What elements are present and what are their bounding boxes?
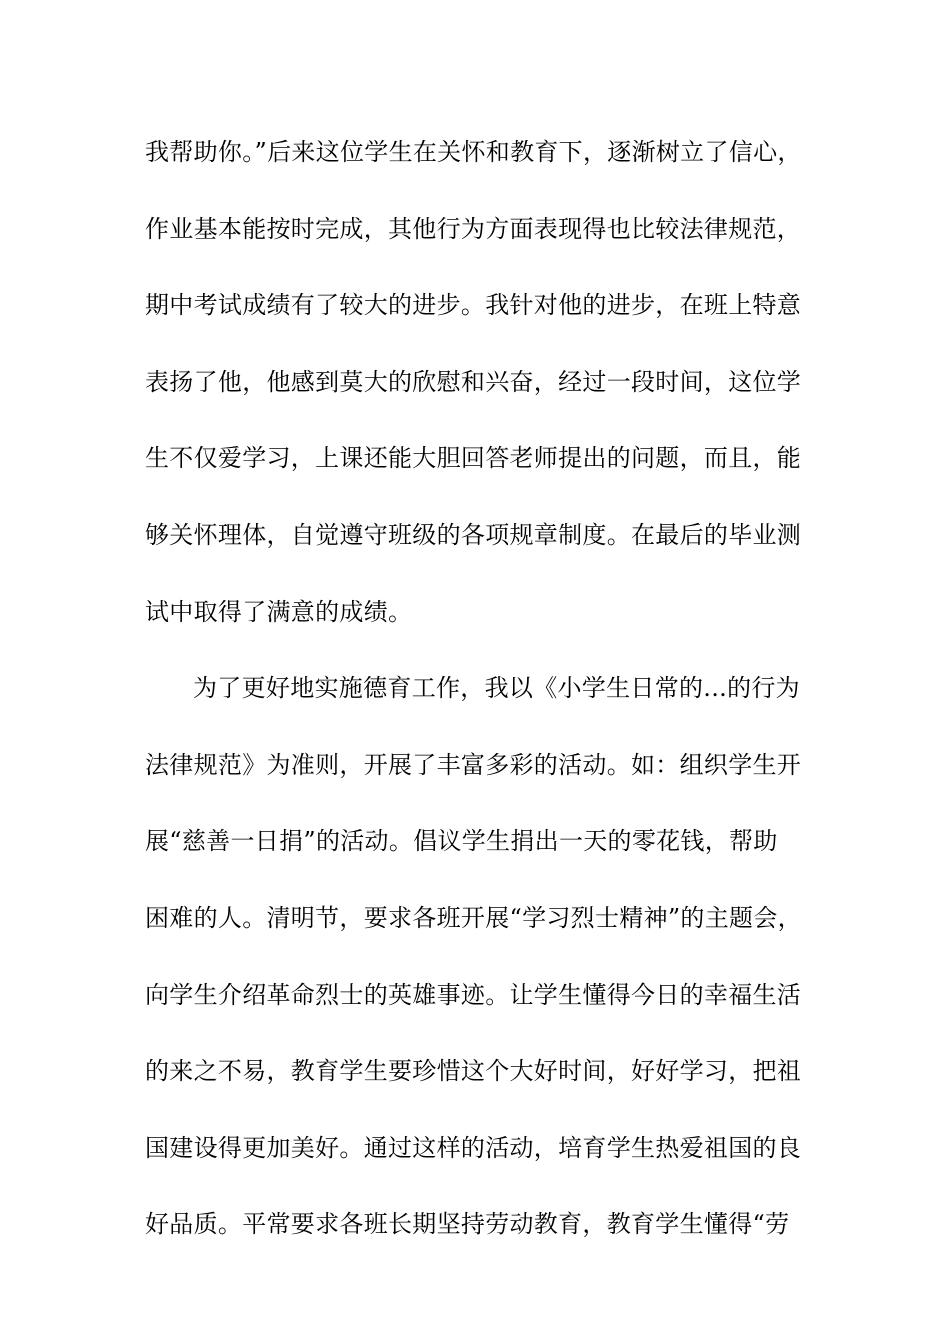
- text-line: 生不仅爱学习，上课还能大胆回答老师提出的问题，而且，能: [145, 444, 802, 473]
- paragraph-first-line: 为了更好地实施德育工作，我以《小学生日常的...的行为: [193, 674, 800, 703]
- text-line: 表扬了他，他感到莫大的欣慰和兴奋，经过一段时间，这位学: [145, 367, 802, 396]
- text-line: 试中取得了满意的成绩。: [145, 597, 413, 626]
- text-line: 国建设得更加美好。通过这样的活动，培育学生热爱祖国的良: [145, 1133, 802, 1162]
- text-line: 够关怀理体，自觉遵守班级的各项规章制度。在最后的毕业测: [145, 520, 802, 549]
- text-line: 困难的人。清明节，要求各班开展“学习烈士精神”的主题会，: [145, 903, 802, 932]
- body-text: [145, 127, 835, 1276]
- text-line: 展“慈善一日捐”的活动。倡议学生捐出一天的零花钱，帮助: [145, 827, 778, 856]
- text-line: 好品质。平常要求各班长期坚持劳动教育，教育学生懂得“劳: [145, 1210, 790, 1239]
- text-line: 期中考试成绩有了较大的进步。我针对他的进步，在班上特意: [145, 291, 802, 320]
- text-line: 作业基本能按时完成，其他行为方面表现得也比较法律规范，: [145, 214, 802, 243]
- text-line: 法律规范》为准则，开展了丰富多彩的活动。如：组织学生开: [145, 750, 802, 779]
- text-line: 的来之不易，教育学生要珍惜这个大好时间，好好学习，把祖: [145, 1057, 802, 1086]
- text-line: 向学生介绍革命烈士的英雄事迹。让学生懂得今日的幸福生活: [145, 980, 802, 1009]
- text-line: 我帮助你。”后来这位学生在关怀和教育下，逐渐树立了信心，: [145, 138, 802, 166]
